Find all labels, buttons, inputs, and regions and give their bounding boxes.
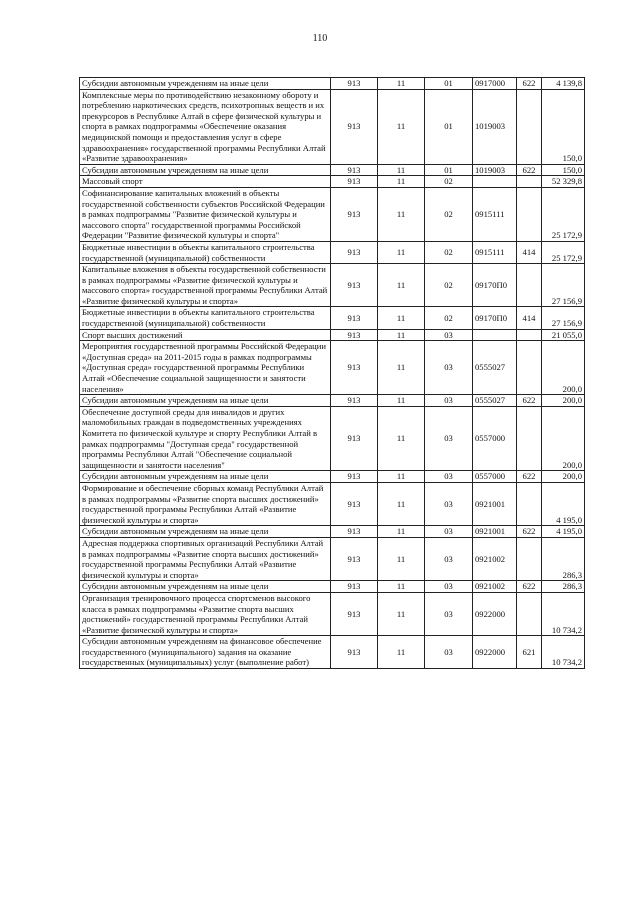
table-row bbox=[80, 264, 585, 307]
row-target-article-cell: 0557000 bbox=[473, 406, 517, 471]
row-expense-type-cell bbox=[517, 537, 542, 580]
row-name-cell: Мероприятия государственной программы Российской Федерации «Доступная среда» на 2011-2015 годы в рамках подпрограммы «Доступная среда» государственной программы Республики Алтай «Обеспечение социальной защищенности и занятости населения» bbox=[80, 341, 331, 395]
table-row bbox=[80, 482, 585, 525]
row-name-cell: Субсидии автономным учреждениям на иные цели bbox=[80, 78, 331, 90]
table-row bbox=[80, 471, 585, 483]
row-subsection-cell: 03 bbox=[425, 581, 473, 593]
row-expense-type-cell: 414 bbox=[517, 241, 542, 263]
row-section-cell: 11 bbox=[378, 264, 425, 307]
row-amount-cell: 4 195,0 bbox=[542, 526, 585, 538]
row-ministry-code-cell: 913 bbox=[331, 341, 378, 395]
row-section-cell: 11 bbox=[378, 406, 425, 471]
row-name-cell: Массовый спорт bbox=[80, 176, 331, 188]
row-target-article-cell bbox=[473, 176, 517, 188]
row-target-article-cell: 0915111 bbox=[473, 241, 517, 263]
row-name-cell: Субсидии автономным учреждениям на иные цели bbox=[80, 471, 331, 483]
row-amount-cell: 200,0 bbox=[542, 471, 585, 483]
row-amount-cell: 27 156,9 bbox=[542, 307, 585, 329]
row-amount-cell: 200,0 bbox=[542, 395, 585, 407]
row-target-article-cell: 0555027 bbox=[473, 395, 517, 407]
row-target-article-cell: 0921002 bbox=[473, 537, 517, 580]
row-name-cell: Капитальные вложения в объекты государственной собственности в рамках подпрограммы «Развитие физической культуры и массового спорта» государственной программы Республики Алтай «Развитие физической культуры и спорта» bbox=[80, 264, 331, 307]
row-ministry-code-cell: 913 bbox=[331, 187, 378, 241]
row-section-cell: 11 bbox=[378, 78, 425, 90]
row-subsection-cell: 03 bbox=[425, 636, 473, 669]
row-target-article-cell: 09170П0 bbox=[473, 307, 517, 329]
row-subsection-cell: 03 bbox=[425, 592, 473, 635]
row-name-cell: Субсидии автономным учреждениям на иные цели bbox=[80, 164, 331, 176]
row-section-cell: 11 bbox=[378, 241, 425, 263]
row-name-cell: Бюджетные инвестиции в объекты капитального строительства государственной (муниципальной) собственности bbox=[80, 307, 331, 329]
row-ministry-code-cell: 913 bbox=[331, 164, 378, 176]
row-section-cell: 11 bbox=[378, 329, 425, 341]
row-name-cell: Комплексные меры по противодействию незаконному обороту и потреблению наркотических средств, психотропных веществ и их прекурсоров в Республике Алтай в сфере физической культуры и спорта в рамках подпрограммы «Обеспечение оказания медицинской помощи и предоставления услуг в сфере здравоохранения» государственной программы Республики Алтай «Развитие здравоохранения» bbox=[80, 89, 331, 164]
row-expense-type-cell bbox=[517, 592, 542, 635]
row-section-cell: 11 bbox=[378, 187, 425, 241]
row-section-cell: 11 bbox=[378, 89, 425, 164]
row-expense-type-cell bbox=[517, 187, 542, 241]
row-ministry-code-cell: 913 bbox=[331, 482, 378, 525]
row-target-article-cell bbox=[473, 329, 517, 341]
table-row bbox=[80, 526, 585, 538]
row-subsection-cell: 01 bbox=[425, 89, 473, 164]
row-name-cell: Софинансирование капитальных вложений в объекты государственной собственности субъектов Российской Федерации в рамках подпрограммы "Развитие физической культуры и массового спорта" государственной программы Российской Федерации "Развитие физической культуры и спорта" bbox=[80, 187, 331, 241]
row-section-cell: 11 bbox=[378, 164, 425, 176]
row-ministry-code-cell: 913 bbox=[331, 537, 378, 580]
row-amount-cell: 150,0 bbox=[542, 164, 585, 176]
row-expense-type-cell bbox=[517, 176, 542, 188]
row-ministry-code-cell: 913 bbox=[331, 78, 378, 90]
row-section-cell: 11 bbox=[378, 592, 425, 635]
row-section-cell: 11 bbox=[378, 307, 425, 329]
table-row bbox=[80, 176, 585, 188]
row-amount-cell: 4 139,8 bbox=[542, 78, 585, 90]
row-ministry-code-cell: 913 bbox=[331, 395, 378, 407]
row-subsection-cell: 03 bbox=[425, 526, 473, 538]
row-target-article-cell: 0915111 bbox=[473, 187, 517, 241]
row-target-article-cell: 0922000 bbox=[473, 592, 517, 635]
row-amount-cell: 200,0 bbox=[542, 341, 585, 395]
row-name-cell: Адресная поддержка спортивных организаций Республики Алтай в рамках подпрограммы «Развитие спорта высших достижений» государственной программы Республики Алтай «Развитие физической культуры и спорта» bbox=[80, 537, 331, 580]
table-row bbox=[80, 78, 585, 90]
row-ministry-code-cell: 913 bbox=[331, 307, 378, 329]
row-target-article-cell: 0921002 bbox=[473, 581, 517, 593]
row-target-article-cell: 0917000 bbox=[473, 78, 517, 90]
row-section-cell: 11 bbox=[378, 471, 425, 483]
row-target-article-cell: 0921001 bbox=[473, 526, 517, 538]
table-row bbox=[80, 329, 585, 341]
row-name-cell: Субсидии автономным учреждениям на финансовое обеспечение государственного (муниципального) задания на оказание государственных (муниципальных) услуг (выполнение работ) bbox=[80, 636, 331, 669]
row-amount-cell: 150,0 bbox=[542, 89, 585, 164]
row-amount-cell: 4 195,0 bbox=[542, 482, 585, 525]
row-subsection-cell: 03 bbox=[425, 329, 473, 341]
row-expense-type-cell: 622 bbox=[517, 526, 542, 538]
row-section-cell: 11 bbox=[378, 176, 425, 188]
row-expense-type-cell: 621 bbox=[517, 636, 542, 669]
row-name-cell: Бюджетные инвестиции в объекты капитального строительства государственной (муниципальной) собственности bbox=[80, 241, 331, 263]
row-name-cell: Субсидии автономным учреждениям на иные цели bbox=[80, 526, 331, 538]
row-amount-cell: 10 734,2 bbox=[542, 592, 585, 635]
row-target-article-cell: 0921001 bbox=[473, 482, 517, 525]
row-name-cell: Субсидии автономным учреждениям на иные цели bbox=[80, 581, 331, 593]
row-ministry-code-cell: 913 bbox=[331, 176, 378, 188]
row-target-article-cell: 0922000 bbox=[473, 636, 517, 669]
page-number: 110 bbox=[312, 33, 328, 44]
row-ministry-code-cell: 913 bbox=[331, 329, 378, 341]
row-subsection-cell: 02 bbox=[425, 241, 473, 263]
row-subsection-cell: 03 bbox=[425, 537, 473, 580]
row-subsection-cell: 01 bbox=[425, 164, 473, 176]
row-ministry-code-cell: 913 bbox=[331, 592, 378, 635]
row-subsection-cell: 03 bbox=[425, 395, 473, 407]
table-row bbox=[80, 307, 585, 329]
row-ministry-code-cell: 913 bbox=[331, 471, 378, 483]
table-row bbox=[80, 395, 585, 407]
row-amount-cell: 200,0 bbox=[542, 406, 585, 471]
row-expense-type-cell: 622 bbox=[517, 395, 542, 407]
row-section-cell: 11 bbox=[378, 526, 425, 538]
row-expense-type-cell bbox=[517, 341, 542, 395]
row-expense-type-cell bbox=[517, 329, 542, 341]
row-subsection-cell: 02 bbox=[425, 307, 473, 329]
row-name-cell: Формирование и обеспечение сборных команд Республики Алтай в рамках подпрограммы «Развитие спорта высших достижений» государственной программы Республики Алтай «Развитие физической культуры и спорта» bbox=[80, 482, 331, 525]
table-row bbox=[80, 164, 585, 176]
row-amount-cell: 21 055,0 bbox=[542, 329, 585, 341]
table-row bbox=[80, 537, 585, 580]
row-section-cell: 11 bbox=[378, 395, 425, 407]
row-section-cell: 11 bbox=[378, 482, 425, 525]
row-amount-cell: 10 734,2 bbox=[542, 636, 585, 669]
row-name-cell: Организация тренировочного процесса спортсменов высокого класса в рамках подпрограммы «Развитие спорта высших достижений» государственной программы Республики Алтай «Развитие физической культуры и спорта» bbox=[80, 592, 331, 635]
row-target-article-cell: 0555027 bbox=[473, 341, 517, 395]
row-subsection-cell: 03 bbox=[425, 482, 473, 525]
row-subsection-cell: 03 bbox=[425, 471, 473, 483]
row-expense-type-cell: 414 bbox=[517, 307, 542, 329]
row-expense-type-cell: 622 bbox=[517, 164, 542, 176]
row-subsection-cell: 02 bbox=[425, 264, 473, 307]
row-name-cell: Субсидии автономным учреждениям на иные цели bbox=[80, 395, 331, 407]
row-expense-type-cell: 622 bbox=[517, 471, 542, 483]
row-subsection-cell: 03 bbox=[425, 341, 473, 395]
row-ministry-code-cell: 913 bbox=[331, 526, 378, 538]
row-amount-cell: 25 172,9 bbox=[542, 241, 585, 263]
row-expense-type-cell bbox=[517, 482, 542, 525]
row-ministry-code-cell: 913 bbox=[331, 406, 378, 471]
row-section-cell: 11 bbox=[378, 341, 425, 395]
row-subsection-cell: 01 bbox=[425, 78, 473, 90]
row-target-article-cell: 1019003 bbox=[473, 89, 517, 164]
row-name-cell: Спорт высших достижений bbox=[80, 329, 331, 341]
row-name-cell: Обеспечение доступной среды для инвалидов и других маломобильных граждан в подведомственных учреждениях Комитета по физической культуре и спорту Республики Алтай в рамках подпрограммы "Доступная среда" государственной программы Республики Алтай "Обеспечение социальной защищенности и занятости населения" bbox=[80, 406, 331, 471]
row-expense-type-cell bbox=[517, 264, 542, 307]
row-section-cell: 11 bbox=[378, 636, 425, 669]
row-expense-type-cell: 622 bbox=[517, 581, 542, 593]
row-target-article-cell: 0557000 bbox=[473, 471, 517, 483]
table-row bbox=[80, 636, 585, 669]
row-ministry-code-cell: 913 bbox=[331, 89, 378, 164]
table-row bbox=[80, 187, 585, 241]
row-amount-cell: 52 329,8 bbox=[542, 176, 585, 188]
row-expense-type-cell bbox=[517, 89, 542, 164]
budget-table bbox=[79, 77, 585, 669]
row-expense-type-cell: 622 bbox=[517, 78, 542, 90]
row-expense-type-cell bbox=[517, 406, 542, 471]
row-section-cell: 11 bbox=[378, 537, 425, 580]
table-row bbox=[80, 341, 585, 395]
row-target-article-cell: 09170П0 bbox=[473, 264, 517, 307]
table-row bbox=[80, 406, 585, 471]
row-target-article-cell: 1019003 bbox=[473, 164, 517, 176]
row-amount-cell: 27 156,9 bbox=[542, 264, 585, 307]
row-ministry-code-cell: 913 bbox=[331, 264, 378, 307]
row-section-cell: 11 bbox=[378, 581, 425, 593]
row-ministry-code-cell: 913 bbox=[331, 241, 378, 263]
row-amount-cell: 286,3 bbox=[542, 537, 585, 580]
row-ministry-code-cell: 913 bbox=[331, 636, 378, 669]
row-subsection-cell: 02 bbox=[425, 176, 473, 188]
row-amount-cell: 286,3 bbox=[542, 581, 585, 593]
table-row bbox=[80, 241, 585, 263]
table-row bbox=[80, 581, 585, 593]
row-subsection-cell: 02 bbox=[425, 187, 473, 241]
row-subsection-cell: 03 bbox=[425, 406, 473, 471]
row-amount-cell: 25 172,9 bbox=[542, 187, 585, 241]
table-row bbox=[80, 592, 585, 635]
table-row bbox=[80, 89, 585, 164]
row-ministry-code-cell: 913 bbox=[331, 581, 378, 593]
